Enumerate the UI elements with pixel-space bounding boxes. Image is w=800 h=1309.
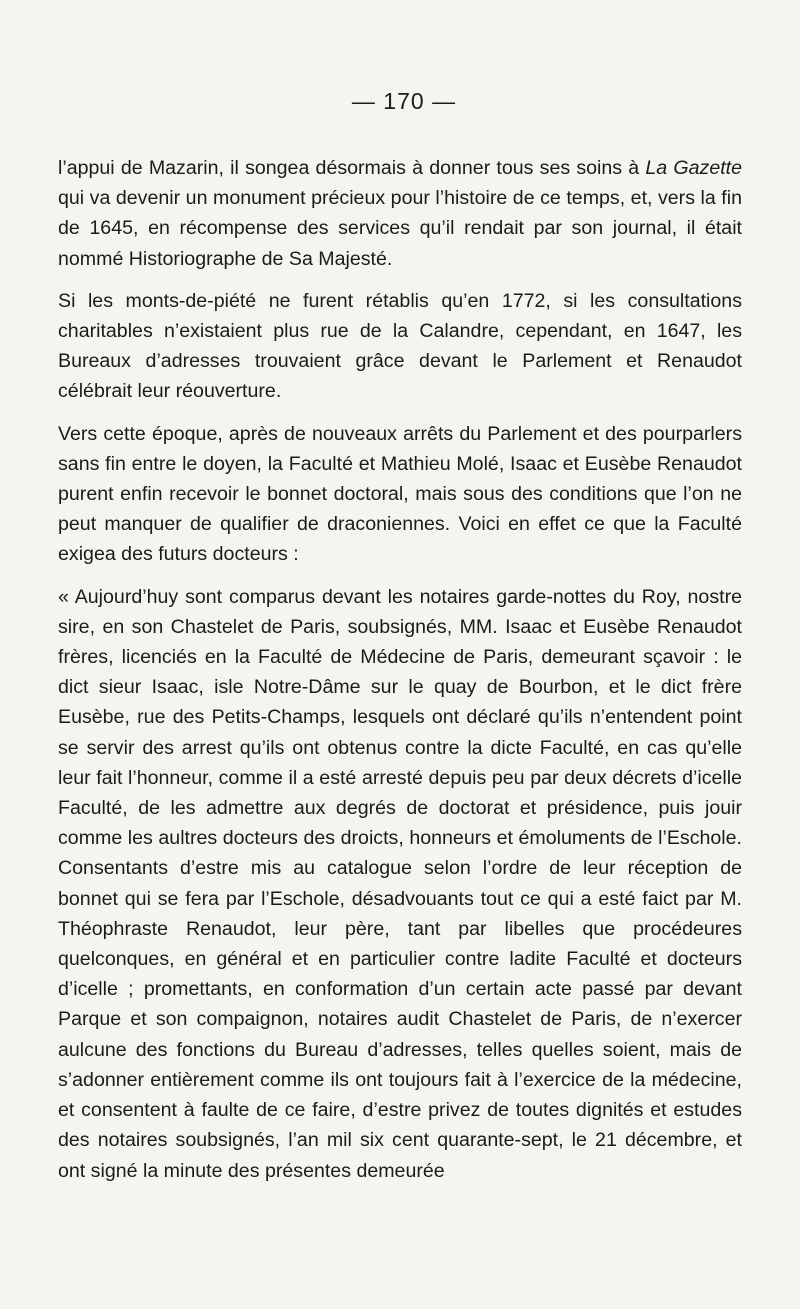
paragraph-1-italic-title: La Gazette (645, 157, 742, 179)
paragraph-1-text-end: qui va devenir un monument précieux pour l’histoire de ce temps, et, vers la fin de 1645, en récompense des services qu’il rendait par son journal, il était nommé Historiographe de Sa Majesté. (58, 187, 742, 270)
paragraph-1-text-start: l’appui de Mazarin, il songea désormais à donner tous ses soins à (58, 157, 646, 179)
paragraph-3: Vers cette époque, après de nouveaux arrêts du Parlement et des pourparlers sans fin entre le doyen, la Faculté et Mathieu Molé, Isaac et Eusèbe Renaudot purent enfin recevoir le bonnet doctoral, mais sous des conditions que l’on ne peut manquer de qualifier de draconiennes. Voici en effet ce que la Faculté exigea des futurs docteurs : (58, 422, 742, 566)
paragraph-2: Si les monts-de-piété ne furent rétablis qu’en 1772, si les consultations charitables n’existaient plus rue de la Calandre, cependant, en 1647, les Bureaux d’adresses trouvaient grâce devant le Parlement et Renaudot célébrait leur réouverture. (58, 289, 742, 403)
paragraph-4-quotation: « Aujourd’huy sont comparus devant les notaires garde-nottes du Roy, nostre sire, en son Chastelet de Paris, soubsignés, MM. Isaac et Eusèbe Renaudot frères, licenciés en la Faculté de Médecine de Paris, demeurant sçavoir : le dict sieur Isaac, isle Notre-Dâme sur le quay de Bourbon, et le dict frère Eusèbe, rue des Petits-Champs, lesquels ont déclaré qu’ils n’entendent point se servir des arrest qu’ils ont obtenus contre la dicte Faculté, en cas qu’elle leur fait l’honneur, comme il a esté arresté depuis peu par deux décrets d’icelle Faculté, de les admettre aux degrés de doctorat et présidence, puis jouir comme les aultres docteurs des droicts, honneurs et émoluments de l’Eschole. Consentants d’estre mis au catalogue selon l’ordre de leur réception de bonnet qui se fera par l’Eschole, désadvouants tout ce qui a esté faict par M. Théophraste Renaudot, leur père, tant par libelles que procédeures quelconques, en général et en particulier contre ladite Faculté et docteurs d’icelle ; promettants, en conformation d’un certain acte passé par devant Parque et son compaignon, notaires audit Chastelet de Paris, de n’exercer aulcune des fonctions du Bureau d’adresses, telles quelles soient, mais de s’adonner entièrement comme ils ont toujours fait à l’exercice de la médecine, et consentent à faulte de ce faire, d’estre privez de toutes dignités et estudes des notaires soubsignés, l’an mil six cent quarante-sept, le 21 décembre, et ont signé la minute des présentes demeurée (58, 585, 742, 1182)
paragraph-1 (58, 153, 742, 274)
page-number: — 170 — (351, 88, 457, 114)
